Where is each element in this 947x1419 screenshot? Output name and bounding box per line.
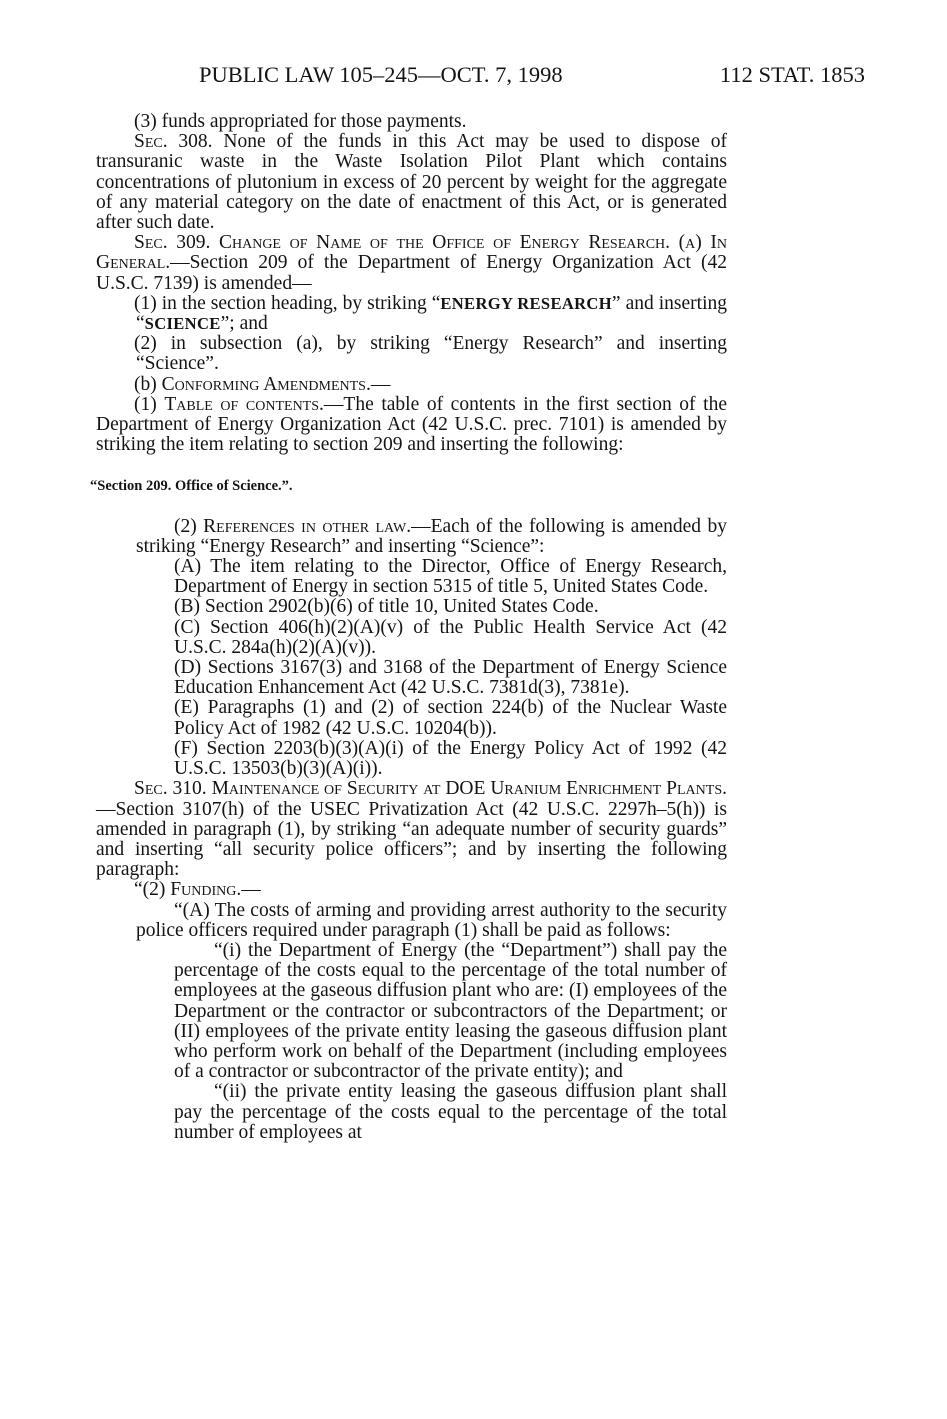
list-item: (C) Section 406(h)(2)(A)(v) of the Public Health Service Act (42 U.S.C. 284a(h)(2)(A)(v)).	[174, 616, 727, 658]
section-label: Sec. 309.	[134, 232, 211, 254]
section-heading: Change of Name of the Office of Energy Research.	[210, 232, 671, 254]
paragraph: (1) Table of contents.—The table of contents in the first section of the Department of Energy Organization Act (42 U.S.C. prec. 7101) is amended by striking the item relating to section 209 and inserting the following:	[96, 393, 727, 456]
list-item: (E) Paragraphs (1) and (2) of section 224(b) of the Nuclear Waste Policy Act of 1982 (42 U.S.C. 10204(b)).	[174, 697, 727, 739]
section-label: Sec. 310.	[134, 778, 207, 800]
section-label: Sec. 308.	[134, 131, 213, 153]
paragraph: (2) References in other law.—Each of the following is amended by striking “Energy Research” and inserting “Science”:	[136, 515, 727, 557]
list-item: (F) Section 2203(b)(3)(A)(i) of the Energy Policy Act of 1992 (42 U.S.C. 13503(b)(3)(A)(i)).	[174, 737, 727, 780]
section-308: Sec. 308. None of the funds in this Act may be used to dispose of transuranic waste in the Waste Isolation Pilot Plant which contains concentrations of plutonium in excess of 20 percent by weight for the aggregate of any material category on the date of enactment of this Act, or is generated after such date.	[96, 131, 727, 234]
section-309: Sec. 309. Change of Name of the Office of Energy Research. (a) In General.—Section 209 of the Department of Energy Organization Act (42 U.S.C. 7139) is amended—	[96, 232, 727, 294]
list-item: (D) Sections 3167(3) and 3168 of the Department of Energy Science Education Enhancement Act (42 U.S.C. 7381d(3), 7381e).	[174, 657, 727, 699]
section-heading: Maintenance of Security at DOE Uranium Enrichment Plants.	[206, 778, 727, 800]
paragraph: “(2) Funding.—	[134, 879, 261, 901]
inserted-table-item: “Section 209. Office of Science.”.	[90, 478, 293, 495]
statute-page-number: 112 STAT. 1853	[719, 62, 865, 87]
running-header	[0, 62, 947, 92]
paragraph: (3) funds appropriated for those payments.	[134, 111, 467, 132]
subsection-heading: (b) Conforming Amendments.—	[134, 373, 391, 395]
paragraph: “(A) The costs of arming and providing arrest authority to the security police officers required under paragraph (1) shall be paid as follows:	[136, 899, 727, 941]
paragraph: “(i) the Department of Energy (the “Department”) shall pay the percentage of the costs equal to the percentage of the total number of employees at the gaseous diffusion plant who are: (I) employees of the Department or the contractor or subcontractors of the Department; or (II) employees of the private entity leasing the gaseous diffusion plant who perform work on behalf of the Department (including employees of a contractor or subcontractor of the private entity); and	[174, 939, 727, 1083]
header-title: PUBLIC LAW 105–245—OCT. 7, 1998	[199, 62, 563, 87]
paragraph: (1) in the section heading, by striking “ENERGY RESEARCH” and inserting “SCIENCE”; and	[134, 292, 727, 335]
list-item: (A) The item relating to the Director, Office of Energy Research, Department of Energy in section 5315 of title 5, United States Code.	[174, 556, 727, 598]
document-body	[90, 111, 727, 1143]
paragraph: “(ii) the private entity leasing the gaseous diffusion plant shall pay the percentage of the costs equal to the percentage of the total number of employees at	[174, 1081, 727, 1143]
list-item: (B) Section 2902(b)(6) of title 10, United States Code.	[174, 596, 599, 618]
paragraph: (2) in subsection (a), by striking “Energy Research” and inserting “Science”.	[134, 333, 727, 375]
section-310: Sec. 310. Maintenance of Security at DOE Uranium Enrichment Plants.—Section 3107(h) of the USEC Privatization Act (42 U.S.C. 2297h–5(h)) is amended in paragraph (1), by striking “an adequate number of security guards” and inserting “all security police officers”; and by inserting the following paragraph:	[96, 778, 727, 881]
